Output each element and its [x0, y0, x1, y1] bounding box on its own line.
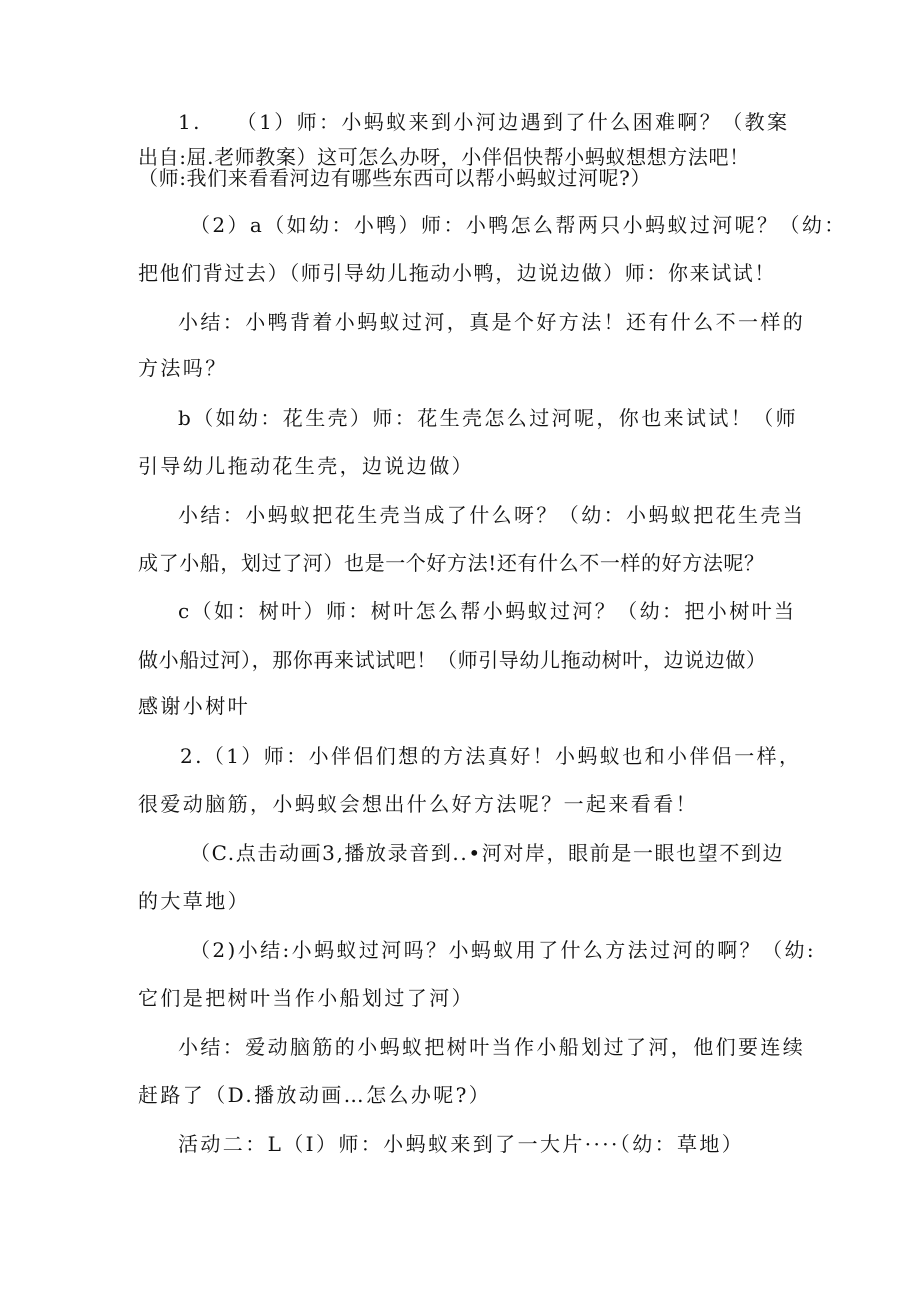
text-line-2: 出自:屈.老师教案）这可怎么办呀，小伴侣快帮小蚂蚁想想方法吧！	[138, 145, 750, 169]
text-line-12: c（如：树叶）师：树叶怎么帮小蚂蚁过河？（幼：把小树叶当	[178, 599, 797, 623]
text-line-3: （师:我们来看看河边有哪些东西可以帮小蚂蚁过河呢?）	[138, 166, 652, 190]
text-line-10: 小结：小蚂蚁把花生壳当成了什么呀？（幼：小蚂蚁把花生壳当	[178, 503, 806, 527]
text-line-8: b（如幼：花生壳）师：花生壳怎么过河呢，你也来试试！（师	[178, 406, 799, 430]
text-line-7: 方法吗？	[138, 356, 228, 380]
text-line-22: 赶路了（D.播放动画…怎么办呢?）	[138, 1083, 492, 1107]
text-line-5: 把他们背过去）（师引导幼儿拖动小鸭，边说边做）师：你来试试！	[138, 261, 776, 285]
text-line-18: 的大草地）	[138, 889, 250, 913]
text-line-13: 做小船过河），那你再来试试吧！（师引导幼儿拖动树叶，边说边做）	[138, 648, 767, 672]
text-line-14: 感谢小树叶	[138, 694, 250, 718]
text-line-20: 它们是把树叶当作小船划过了河）	[138, 986, 474, 1010]
text-line-11: 成了小船，划过了河）也是一个好方法!还有什么不一样的好方法呢？	[138, 551, 765, 575]
text-line-6: 小结：小鸭背着小蚂蚁过河，真是个好方法！还有什么不一样的	[178, 310, 806, 334]
text-line-19: （2)小结:小蚂蚁过河吗？小蚂蚁用了什么方法过河的啊？（幼:	[190, 938, 817, 962]
text-line-16: 很爱动脑筋，小蚂蚁会想出什么好方法呢？一起来看看！	[138, 792, 698, 816]
text-line-23: 活动二：L（I）师：小蚂蚁来到了一大片····（幼：草地）	[178, 1132, 745, 1156]
text-line-21: 小结：爱动脑筋的小蚂蚁把树叶当作小船划过了河，他们要连续	[178, 1035, 806, 1059]
text-line-1: 1. （1）师：小蚂蚁来到小河边遇到了什么困难啊？（教案	[178, 110, 790, 134]
text-line-15: 2.（1）师：小伴侣们想的方法真好！小蚂蚁也和小伴侣一样，	[180, 744, 802, 768]
text-line-17: （C.点击动画3,播放录音到..•河对岸，眼前是一眼也望不到边	[190, 841, 785, 865]
text-line-9: 引导幼儿拖动花生壳，边说边做）	[138, 454, 474, 478]
text-line-4: （2）a（如幼：小鸭）师：小鸭怎么帮两只小蚂蚁过河呢？（幼：	[190, 213, 847, 237]
